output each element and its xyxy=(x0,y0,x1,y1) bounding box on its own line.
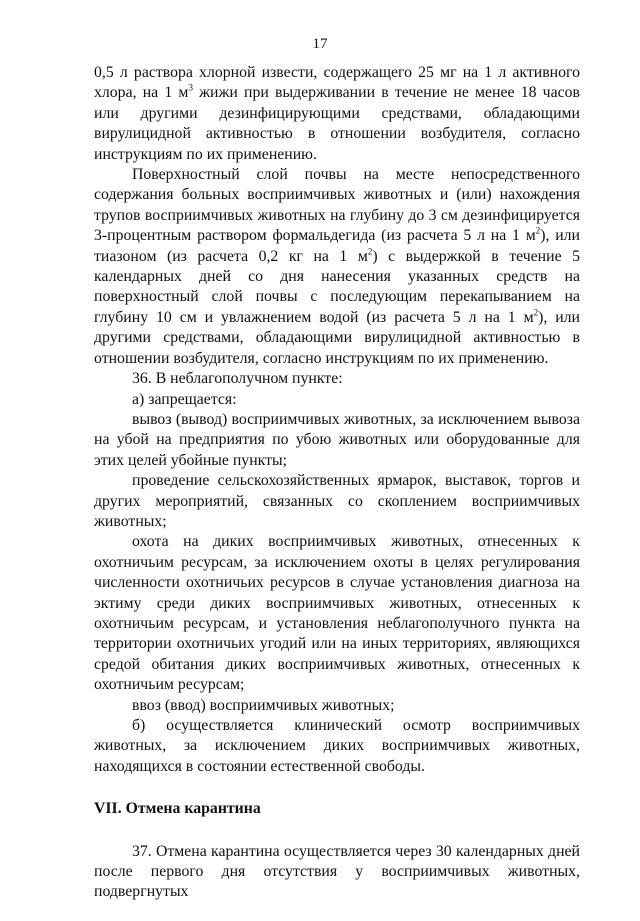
paragraph-disinfection-manure: 0,5 л раствора хлорной извести, содержащего 25 мг на 1 л активного хлора, на 1 $м^3$ жижи при выдерживании в течение не менее 18 часов или другими дезинфицирующими средствами, обладающими вирулицидной активностью в отношении возбудителя, согласно инструкциям по их применению. xyxy=(94,64,580,163)
paragraph-fairs-ban: проведение сельскохозяйственных ярмарок, выставок, торгов и других мероприятий, связанных со скоплением восприимчивых животных; xyxy=(94,472,580,530)
paragraph-item-37: 37. Отмена карантина осуществляется через 30 календарных дней после первого дня отсутствия у восприимчивых животных, подвергнутых xyxy=(94,842,580,901)
page-number: 17 xyxy=(312,36,328,52)
section-heading: VII. Отмена карантина xyxy=(94,800,261,818)
paragraph-export-ban: вывоз (вывод) восприимчивых животных, за исключением вывоза на убой на предприятия по убою животных или оборудованные для этих целей убойные пункты; xyxy=(94,410,580,469)
paragraph-hunting-ban: охота на диких восприимчивых животных, отнесенных к охотничьим ресурсам, за исключением охоты в целях регулирования численности охотничьих ресурсов в случае установления диагноза на эктиму среди диких восприимчивых животных, отнесенных к охотничьим ресурсам, и установления неблагополучного пункта на территории охотничьих угодий или на иных территориях, являющихся средой обитания диких восприимчивых животных, отнесенных к охотничьим ресурсам; xyxy=(94,533,580,694)
paragraph-subitem-b: б) осуществляется клинический осмотр восприимчивых животных, за исключением диких восприимчивых животных, находящихся в состоянии естественной свободы. xyxy=(94,717,580,775)
paragraph-subitem-a: а) запрещается: xyxy=(132,390,237,408)
paragraph-soil-disinfection: Поверхностный слой почвы на месте непосредственного содержания больных восприимчивых животных и (или) нахождения трупов восприимчивых животных на глубину до 3 см дезинфицируется 3-процентным раствором формальдегида (из расчета 5 л на 1 $м^2$), или тиазоном (из расчета 0,2 кг на 1 $м^2$) с выдержкой в течение 5 календарных дней со дня нанесения указанных средств на поверхностный слой почвы с последующим перекапыванием на глубину 10 см и увлажнением водой (из расчета 5 л на 1 $м^2$), или другими средствами, обладающими вирулицидной активностью в отношении возбудителя, согласно инструкциям по их применению. xyxy=(94,166,581,367)
paragraph-item-36: 36. В неблагополучном пункте: xyxy=(132,370,343,388)
document-body xyxy=(94,63,580,903)
paragraph-import-ban: ввоз (ввод) восприимчивых животных; xyxy=(132,696,395,714)
